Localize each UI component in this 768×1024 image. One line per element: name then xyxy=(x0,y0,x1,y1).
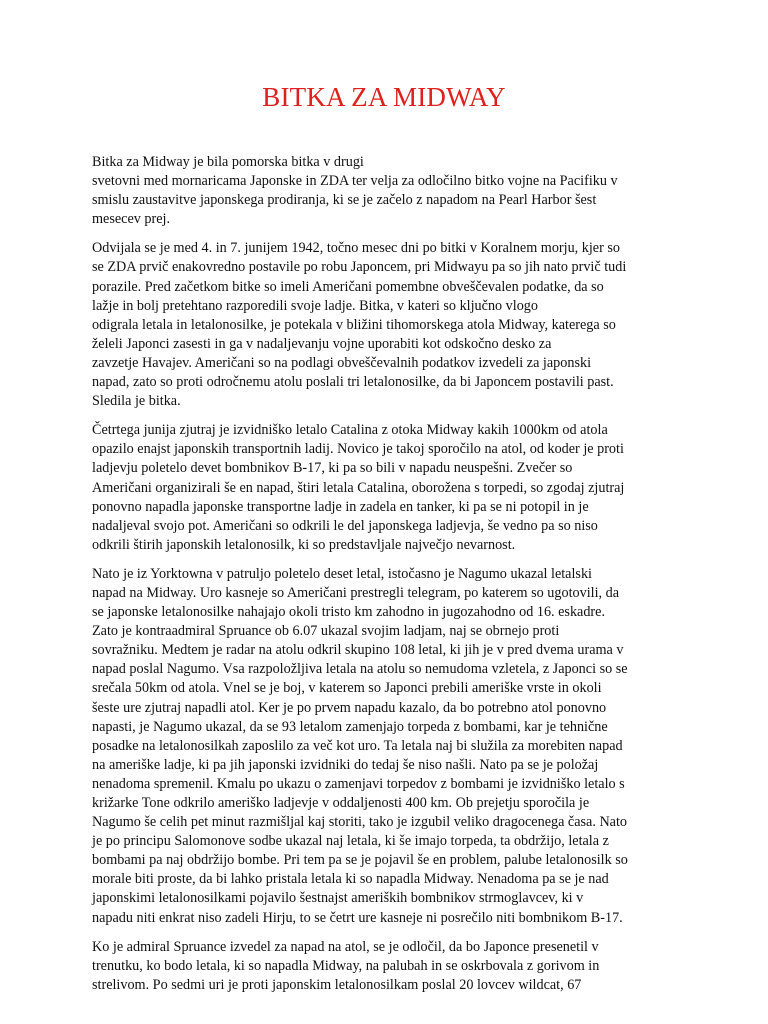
text-line: Bitka za Midway je bila pomorska bitka v drugi xyxy=(92,154,364,170)
text-line: je po principu Salomonove sodbe ukazal naj letala, ki še imajo torpeda, ta obdržijo, letala z xyxy=(92,833,609,850)
text-line: zavzetje Havajev. Američani so na podlagi obveščevalnih podatkov izvedeli za japonski xyxy=(92,354,592,371)
paragraph xyxy=(92,421,672,555)
text-line: nenadoma spremenil. Kmalu po ukazu o zamenjavi torpedov z bombami je izvidniško letalo s xyxy=(92,775,625,792)
text-line: morale biti proste, da bi lahko pristala letala ki so napadla Midway. Nenadoma pa se je nad xyxy=(92,871,609,888)
text-line: napad, zato so proti odročnemu atolu poslali tri letalonosilke, da bi Japoncem postavili past. xyxy=(92,374,614,391)
paragraph xyxy=(92,565,672,928)
text-line: Sledila je bitka. xyxy=(92,393,181,410)
text-line: Ko je admiral Spruance izvedel za napad na atol, se je odločil, da bo Japonce presenetil v xyxy=(92,938,599,955)
text-line: posadke na letalonosilkah zaposlilo za več kot uro. Ta letala naj bi služila za morebiten napad xyxy=(92,737,623,754)
text-line: sovražniku. Medtem je radar na atolu odkril skupino 108 letal, ki jih je v pred dvema urama v xyxy=(92,642,624,659)
text-line: križarke Tone odkrilo ameriško ladjevje v oddaljenosti 400 km. Ob prejetju sporočila je xyxy=(92,795,590,811)
text-line: lažje in bolj pretehtano razporedili svoje ladje. Bitka, v kateri so ključno vlogo xyxy=(92,297,538,314)
text-line: Američani organizirali še en napad, štiri letala Catalina, oborožena s torpedi, so zgodaj zjutraj xyxy=(92,479,625,496)
document-body xyxy=(92,153,672,1005)
text-line: japonskimi letalonosilkami pojavilo šestnajst ameriških bombnikov strmoglavcev, ki v xyxy=(92,890,584,907)
text-line: Nagumo še celih pet minut razmišljal kaj storiti, tako je izgubil veliko dragocenega časa. Nato xyxy=(92,814,628,831)
text-line: Nato je iz Yorktowna v patruljo poletelo deset letal, istočasno je Nagumo ukazal letalski xyxy=(92,565,592,582)
text-line: ponovno napadla japonske transportne ladje in zadela en tanker, ki pa se ni potopil in je xyxy=(92,498,589,515)
text-line: smislu zaustavitve japonskega prodiranja, ki se je začelo z napadom na Pearl Harbor šest xyxy=(92,192,597,209)
text-line: želeli Japonci zasesti in ga v nadaljevanju vojne uporabiti kot odskočno desko za xyxy=(92,335,552,352)
text-line: odigrala letala in letalonosilke, je potekala v bližini tihomorskega atola Midway, katerega so xyxy=(92,316,616,333)
text-line: strelivom. Po sedmi uri je proti japonskim letalonosilkam poslal 20 lovcev wildcat, 67 xyxy=(92,976,582,993)
text-line: napad poslal Nagumo. Vsa razpoložljiva letala na atolu so nemudoma vzletela, z Japonci so se xyxy=(92,661,628,678)
text-line: se japonske letalonosilke nahajajo okoli tristo km zahodno in jugozahodno od 16. eskadre. xyxy=(92,604,606,621)
text-line: ladjevju poletelo devet bombnikov B-17, ki pa so bili v napadu neuspešni. Zvečer so xyxy=(92,460,573,477)
text-line: srečala 50km od atola. Vnel se je boj, v katerem so Japonci prebili ameriške vrste in okoli xyxy=(92,680,602,697)
text-line: svetovni med mornaricama Japonske in ZDA ter velja za odločilno bitko vojne na Pacifiku v xyxy=(92,173,618,190)
text-line: bombami pa naj obdržijo bombe. Pri tem pa se je pojavil še en problem, palube letalonosilk so xyxy=(92,852,628,869)
paragraph xyxy=(92,153,672,229)
text-line: šeste ure zjutraj napadli atol. Ker je po prvem napadu kazalo, da bo potrebno atol ponovno xyxy=(92,699,607,716)
text-line: na ameriške ladje, ki pa jih japonski izvidniki do tedaj še niso našli. Nato pa se je položaj xyxy=(92,756,599,773)
text-line: trenutku, ko bodo letala, ki so napadla Midway, na palubah in se oskrbovala z gorivom in xyxy=(92,957,600,974)
text-line: se ZDA prvič enakovredno postavile po robu Japoncem, pri Midwayu pa so jih nato prvič tudi xyxy=(92,259,627,276)
text-line: napadu niti enkrat niso zadeli Hirju, to se četrt ure kasneje ni posrečilo niti bombnikom B-17. xyxy=(92,909,623,926)
text-line: napasti, je Nagumo ukazal, da se 93 letalom zamenjajo torpeda z bombami, kar je tehnične xyxy=(92,718,608,735)
text-line: napad na Midway. Uro kasneje so Američani prestregli telegram, po katerem so ugotovili, da xyxy=(92,584,620,601)
document-title: BITKA ZA MIDWAY xyxy=(262,82,506,112)
text-line: mesecev prej. xyxy=(92,211,170,228)
text-line: odkrili štirih japonskih letalonosilk, ki so predstavljale največjo nevarnost. xyxy=(92,536,516,553)
text-line: nadaljeval svojo pot. Američani so odkrili le del japonskega ladjevja, še vedno pa so niso xyxy=(92,517,598,534)
text-line: Zato je kontraadmiral Spruance ob 6.07 ukazal svojim ladjam, naj se obrnejo proti xyxy=(92,623,560,640)
paragraph xyxy=(92,938,672,995)
text-line: Četrtega junija zjutraj je izvidniško letalo Catalina z otoka Midway kakih 1000km od atola xyxy=(92,422,608,439)
text-line: Odvijala se je med 4. in 7. junijem 1942, točno mesec dni po bitki v Koralnem morju, kjer so xyxy=(92,240,620,257)
paragraph xyxy=(92,239,672,411)
text-line: opazilo enajst japonskih transportnih ladij. Novico je takoj sporočilo na atol, od koder je proti xyxy=(92,441,624,458)
text-line: porazile. Pred začetkom bitke so imeli Američani pomembne obveščevalen podatke, da so xyxy=(92,278,604,295)
